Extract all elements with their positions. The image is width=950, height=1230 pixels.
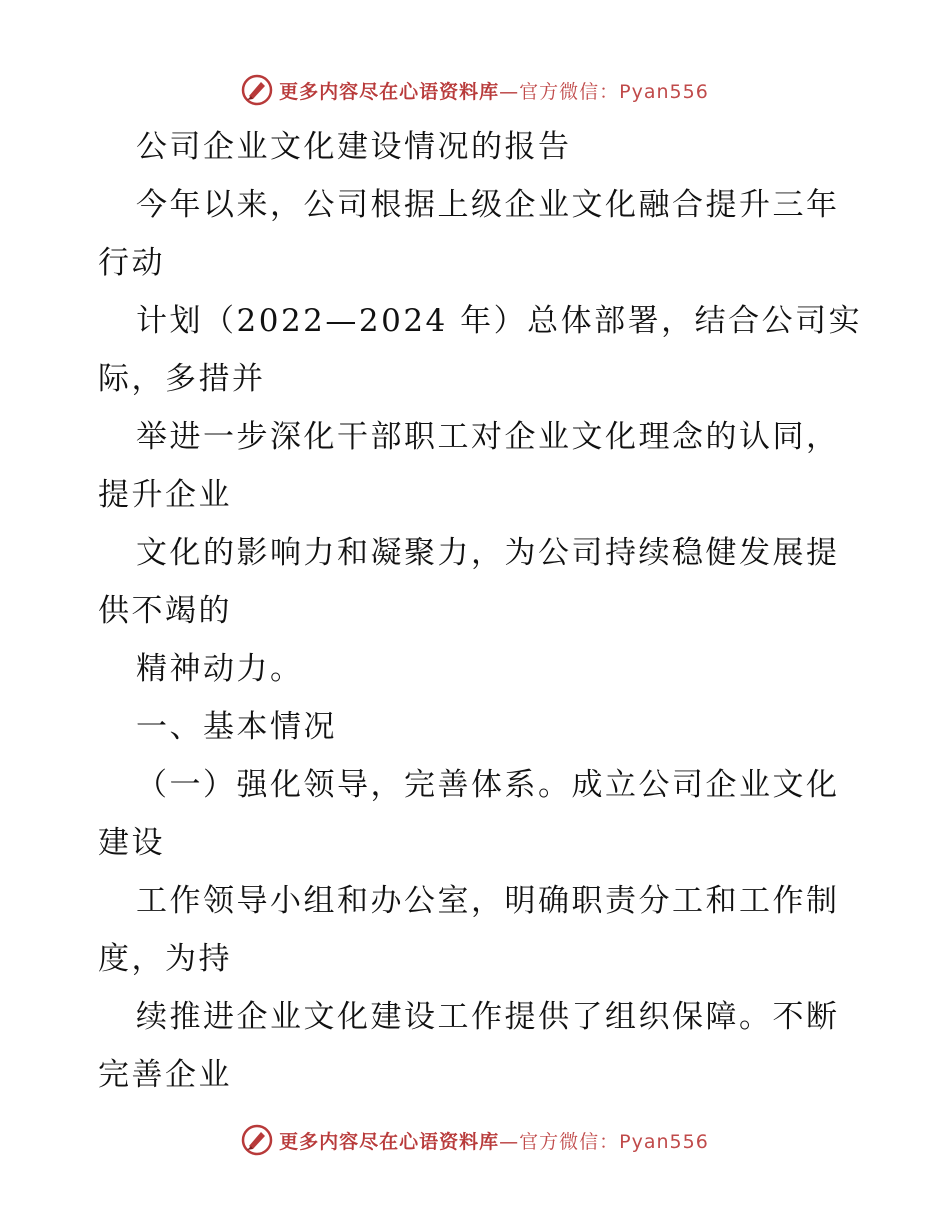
paragraph-line: 行动: [98, 245, 165, 281]
section-heading: 一、基本情况: [136, 709, 337, 745]
document-title: 公司企业文化建设情况的报告: [136, 129, 572, 165]
paragraph-line: 今年以来，公司根据上级企业文化融合提升三年: [136, 187, 840, 223]
pen-logo-icon: [241, 74, 273, 106]
watermark-brand: 更多内容尽在心语资料库: [279, 1130, 500, 1153]
watermark-text: [279, 1127, 709, 1154]
footer-watermark: [0, 1120, 950, 1160]
watermark-separator: —: [499, 80, 520, 103]
paragraph-line: 计划（2022—2024 年）总体部署，结合公司实: [136, 303, 863, 339]
paragraph-line: 度，为持: [98, 941, 232, 977]
watermark-wechat: 官方微信：Pyan556: [519, 80, 709, 103]
document-body: [98, 118, 863, 1104]
paragraph-line: 建设: [98, 825, 165, 861]
header-watermark: [0, 70, 950, 110]
watermark-brand: 更多内容尽在心语资料库: [279, 80, 500, 103]
paragraph-line: 精神动力。: [136, 651, 304, 687]
paragraph-line: 工作领导小组和办公室，明确职责分工和工作制: [136, 883, 840, 919]
paragraph-line: 际，多措并: [98, 361, 266, 397]
watermark-text: [279, 77, 709, 104]
paragraph-line: 提升企业: [98, 477, 232, 513]
paragraph-line: 文化的影响力和凝聚力，为公司持续稳健发展提: [136, 535, 840, 571]
paragraph-line: 举进一步深化干部职工对企业文化理念的认同，: [136, 419, 840, 455]
paragraph-line: 供不竭的: [98, 593, 232, 629]
watermark-wechat: 官方微信：Pyan556: [519, 1130, 709, 1153]
watermark-separator: —: [499, 1130, 520, 1153]
paragraph-line: （一）强化领导，完善体系。成立公司企业文化: [136, 767, 840, 803]
paragraph-line: 续推进企业文化建设工作提供了组织保障。不断: [136, 999, 840, 1035]
pen-logo-icon: [241, 1124, 273, 1156]
paragraph-line: 完善企业: [98, 1057, 232, 1093]
